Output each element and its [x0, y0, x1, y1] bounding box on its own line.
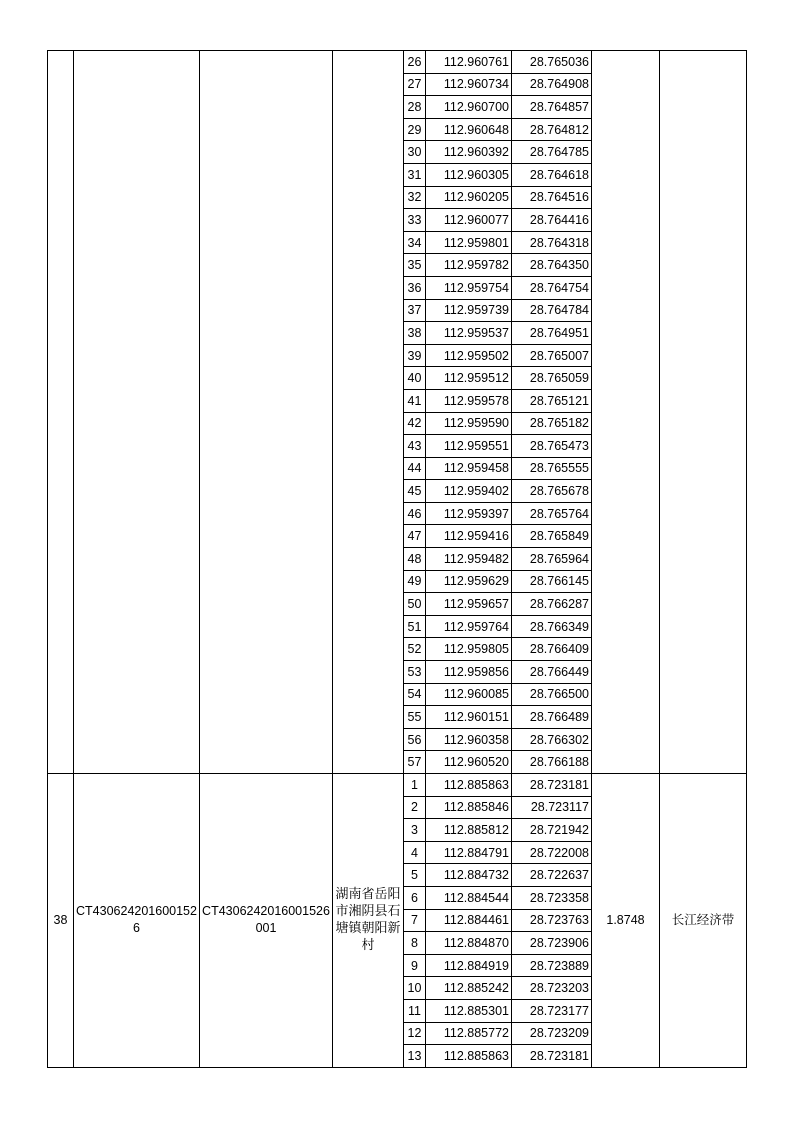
record-area: 1.8748 — [592, 774, 660, 1068]
table-row — [48, 51, 747, 74]
longitude: 112.885301 — [426, 999, 512, 1022]
point-number: 32 — [404, 186, 426, 209]
point-number: 10 — [404, 977, 426, 1000]
longitude: 112.884544 — [426, 886, 512, 909]
longitude: 112.959402 — [426, 480, 512, 503]
longitude: 112.959551 — [426, 435, 512, 458]
point-number: 41 — [404, 389, 426, 412]
latitude: 28.764785 — [512, 141, 592, 164]
record-seq: 38 — [48, 774, 74, 1068]
latitude: 28.722008 — [512, 841, 592, 864]
record-address: 湖南省岳阳市湘阴县石塘镇朝阳新村 — [333, 774, 404, 1068]
latitude: 28.765036 — [512, 51, 592, 74]
point-number: 54 — [404, 683, 426, 706]
latitude: 28.765059 — [512, 367, 592, 390]
latitude: 28.764812 — [512, 118, 592, 141]
point-number: 12 — [404, 1022, 426, 1045]
longitude: 112.959754 — [426, 276, 512, 299]
latitude: 28.765473 — [512, 435, 592, 458]
longitude: 112.959764 — [426, 615, 512, 638]
point-number: 40 — [404, 367, 426, 390]
point-number: 34 — [404, 231, 426, 254]
latitude: 28.723177 — [512, 999, 592, 1022]
longitude: 112.960358 — [426, 728, 512, 751]
latitude: 28.723181 — [512, 774, 592, 797]
record-code-2: CT4306242016001526001 — [200, 774, 333, 1068]
point-number: 6 — [404, 886, 426, 909]
code2-cell — [200, 51, 333, 774]
latitude: 28.765678 — [512, 480, 592, 503]
longitude: 112.960151 — [426, 706, 512, 729]
longitude: 112.960700 — [426, 96, 512, 119]
latitude: 28.766500 — [512, 683, 592, 706]
address-cell — [333, 51, 404, 774]
point-number: 47 — [404, 525, 426, 548]
point-number: 4 — [404, 841, 426, 864]
longitude: 112.885812 — [426, 819, 512, 842]
longitude: 112.885846 — [426, 796, 512, 819]
latitude: 28.764754 — [512, 276, 592, 299]
latitude: 28.765964 — [512, 548, 592, 571]
latitude: 28.766449 — [512, 661, 592, 684]
latitude: 28.764951 — [512, 322, 592, 345]
point-number: 50 — [404, 593, 426, 616]
latitude: 28.766349 — [512, 615, 592, 638]
point-number: 56 — [404, 728, 426, 751]
longitude: 112.959629 — [426, 570, 512, 593]
longitude: 112.959805 — [426, 638, 512, 661]
point-number: 53 — [404, 661, 426, 684]
longitude: 112.959590 — [426, 412, 512, 435]
latitude: 28.765764 — [512, 502, 592, 525]
longitude: 112.884919 — [426, 954, 512, 977]
point-number: 51 — [404, 615, 426, 638]
point-number: 46 — [404, 502, 426, 525]
point-number: 27 — [404, 73, 426, 96]
longitude: 112.959856 — [426, 661, 512, 684]
point-number: 13 — [404, 1045, 426, 1068]
latitude: 28.764516 — [512, 186, 592, 209]
latitude: 28.723209 — [512, 1022, 592, 1045]
latitude: 28.723763 — [512, 909, 592, 932]
longitude: 112.960734 — [426, 73, 512, 96]
latitude: 28.764784 — [512, 299, 592, 322]
area-cell — [592, 51, 660, 774]
point-number: 55 — [404, 706, 426, 729]
point-number: 7 — [404, 909, 426, 932]
point-number: 37 — [404, 299, 426, 322]
point-number: 33 — [404, 209, 426, 232]
longitude: 112.884732 — [426, 864, 512, 887]
longitude: 112.959458 — [426, 457, 512, 480]
longitude: 112.960648 — [426, 118, 512, 141]
longitude: 112.959416 — [426, 525, 512, 548]
longitude: 112.885242 — [426, 977, 512, 1000]
point-number: 35 — [404, 254, 426, 277]
longitude: 112.960392 — [426, 141, 512, 164]
point-number: 8 — [404, 932, 426, 955]
latitude: 28.722637 — [512, 864, 592, 887]
point-number: 3 — [404, 819, 426, 842]
longitude: 112.959512 — [426, 367, 512, 390]
point-number: 29 — [404, 118, 426, 141]
latitude: 28.723889 — [512, 954, 592, 977]
latitude: 28.764618 — [512, 163, 592, 186]
longitude: 112.960305 — [426, 163, 512, 186]
point-number: 45 — [404, 480, 426, 503]
point-number: 57 — [404, 751, 426, 774]
latitude: 28.765555 — [512, 457, 592, 480]
point-number: 2 — [404, 796, 426, 819]
longitude: 112.959801 — [426, 231, 512, 254]
longitude: 112.959482 — [426, 548, 512, 571]
longitude: 112.959502 — [426, 344, 512, 367]
point-number: 36 — [404, 276, 426, 299]
latitude: 28.723906 — [512, 932, 592, 955]
longitude: 112.959397 — [426, 502, 512, 525]
latitude: 28.766287 — [512, 593, 592, 616]
longitude: 112.959537 — [426, 322, 512, 345]
record-code-1: CT4306242016001526 — [74, 774, 200, 1068]
point-number: 49 — [404, 570, 426, 593]
latitude: 28.765121 — [512, 389, 592, 412]
point-number: 31 — [404, 163, 426, 186]
table-body — [48, 51, 747, 1068]
region-cell — [660, 51, 747, 774]
longitude: 112.960761 — [426, 51, 512, 74]
point-number: 38 — [404, 322, 426, 345]
latitude: 28.764857 — [512, 96, 592, 119]
point-number: 44 — [404, 457, 426, 480]
latitude: 28.764908 — [512, 73, 592, 96]
table-row — [48, 774, 747, 797]
point-number: 9 — [404, 954, 426, 977]
longitude: 112.884870 — [426, 932, 512, 955]
code1-cell — [74, 51, 200, 774]
longitude: 112.884461 — [426, 909, 512, 932]
point-number: 48 — [404, 548, 426, 571]
point-number: 30 — [404, 141, 426, 164]
latitude: 28.764318 — [512, 231, 592, 254]
point-number: 1 — [404, 774, 426, 797]
point-number: 11 — [404, 999, 426, 1022]
longitude: 112.959782 — [426, 254, 512, 277]
longitude: 112.959657 — [426, 593, 512, 616]
longitude: 112.960085 — [426, 683, 512, 706]
latitude: 28.765182 — [512, 412, 592, 435]
latitude: 28.766145 — [512, 570, 592, 593]
latitude: 28.723117 — [512, 796, 592, 819]
latitude: 28.765007 — [512, 344, 592, 367]
latitude: 28.764350 — [512, 254, 592, 277]
record-region: 长江经济带 — [660, 774, 747, 1068]
point-number: 42 — [404, 412, 426, 435]
latitude: 28.766489 — [512, 706, 592, 729]
longitude: 112.885863 — [426, 774, 512, 797]
latitude: 28.765849 — [512, 525, 592, 548]
seq-cell — [48, 51, 74, 774]
point-number: 43 — [404, 435, 426, 458]
longitude: 112.960205 — [426, 186, 512, 209]
point-number: 28 — [404, 96, 426, 119]
latitude: 28.764416 — [512, 209, 592, 232]
latitude: 28.721942 — [512, 819, 592, 842]
latitude: 28.766409 — [512, 638, 592, 661]
latitude: 28.723203 — [512, 977, 592, 1000]
latitude: 28.723358 — [512, 886, 592, 909]
point-number: 26 — [404, 51, 426, 74]
longitude: 112.884791 — [426, 841, 512, 864]
longitude: 112.959578 — [426, 389, 512, 412]
latitude: 28.766302 — [512, 728, 592, 751]
longitude: 112.960520 — [426, 751, 512, 774]
longitude: 112.959739 — [426, 299, 512, 322]
longitude: 112.960077 — [426, 209, 512, 232]
point-number: 5 — [404, 864, 426, 887]
point-number: 52 — [404, 638, 426, 661]
longitude: 112.885863 — [426, 1045, 512, 1068]
coordinates-table — [47, 50, 747, 1068]
point-number: 39 — [404, 344, 426, 367]
latitude: 28.723181 — [512, 1045, 592, 1068]
longitude: 112.885772 — [426, 1022, 512, 1045]
latitude: 28.766188 — [512, 751, 592, 774]
